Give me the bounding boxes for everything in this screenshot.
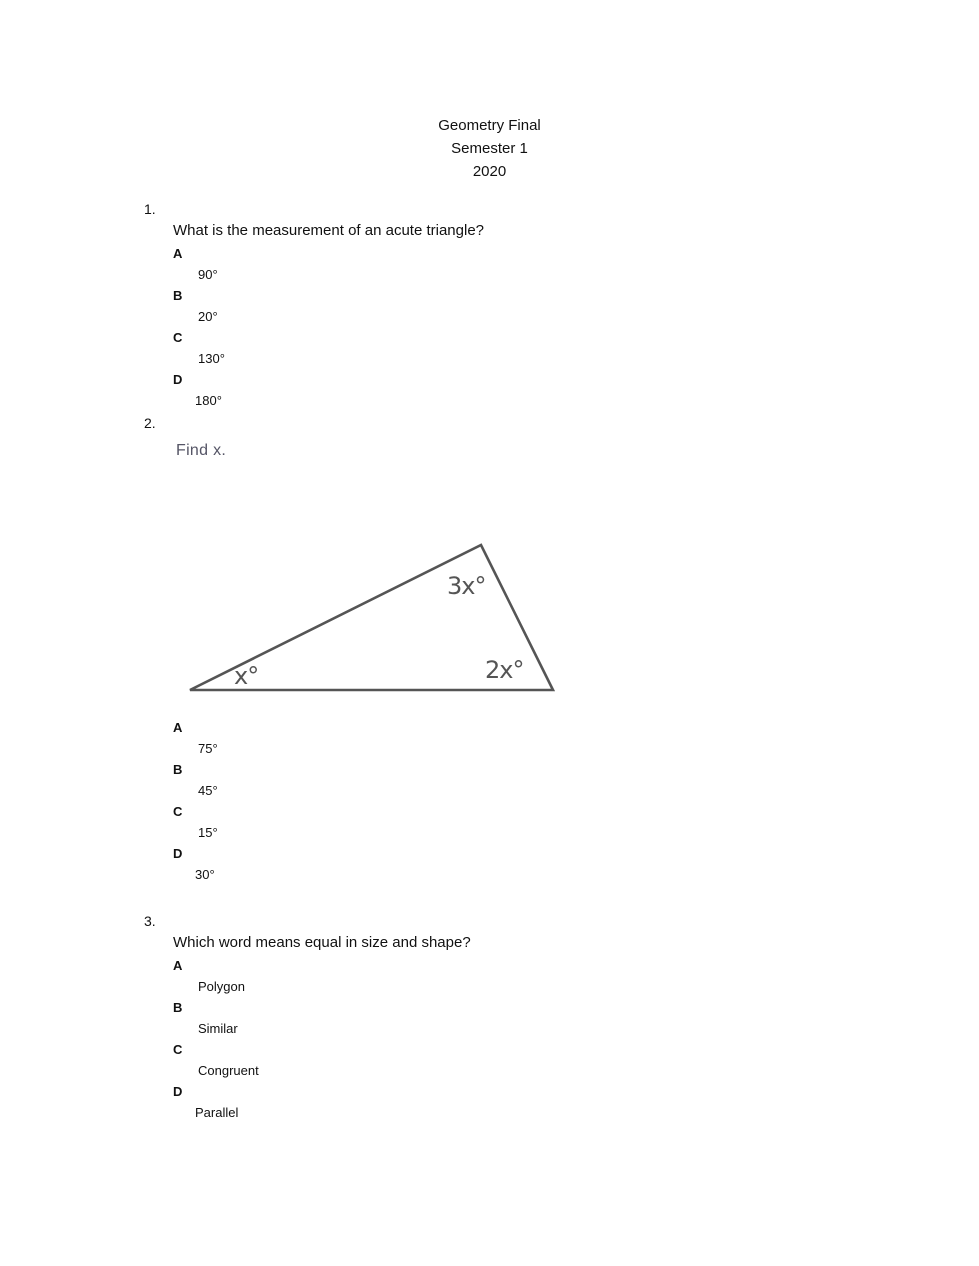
option-letter-c: C — [173, 804, 183, 819]
option-letter-d: D — [173, 372, 183, 387]
option-letter-d: D — [173, 846, 183, 861]
document-semester: Semester 1 — [451, 140, 528, 157]
option-value-c: 130° — [198, 351, 225, 366]
question-number: 1. — [144, 201, 156, 217]
option-value-d: 180° — [195, 393, 222, 408]
option-letter-a: A — [173, 246, 183, 261]
option-letter-b: B — [173, 762, 183, 777]
question-number: 2. — [144, 415, 156, 431]
question-text: Which word means equal in size and shape? — [173, 934, 471, 951]
option-letter-c: C — [173, 330, 183, 345]
option-value-b: Similar — [198, 1021, 238, 1036]
option-value-b: 45° — [198, 783, 218, 798]
option-value-d: Parallel — [195, 1105, 239, 1120]
option-letter-a: A — [173, 720, 183, 735]
triangle-figure — [185, 538, 560, 698]
document-year: 2020 — [472, 163, 507, 180]
angle-label-x: x° — [234, 662, 259, 690]
question-number: 3. — [144, 913, 156, 929]
option-value-b: 20° — [198, 309, 218, 324]
question-text: Find x. — [176, 442, 227, 459]
option-letter-b: B — [173, 1000, 183, 1015]
option-value-d: 30° — [195, 867, 215, 882]
option-value-c: 15° — [198, 825, 218, 840]
option-letter-a: A — [173, 958, 183, 973]
angle-label-2x: 2x° — [485, 656, 524, 684]
option-letter-d: D — [173, 1084, 183, 1099]
option-value-a: Polygon — [198, 979, 245, 994]
option-letter-b: B — [173, 288, 183, 303]
option-value-a: 75° — [198, 741, 218, 756]
question-text: What is the measurement of an acute triangle? — [173, 222, 485, 239]
option-value-c: Congruent — [198, 1063, 259, 1078]
angle-label-3x: 3x° — [447, 572, 486, 600]
document-title: Geometry Final — [438, 117, 541, 134]
option-value-a: 90° — [198, 267, 218, 282]
option-letter-c: C — [173, 1042, 183, 1057]
